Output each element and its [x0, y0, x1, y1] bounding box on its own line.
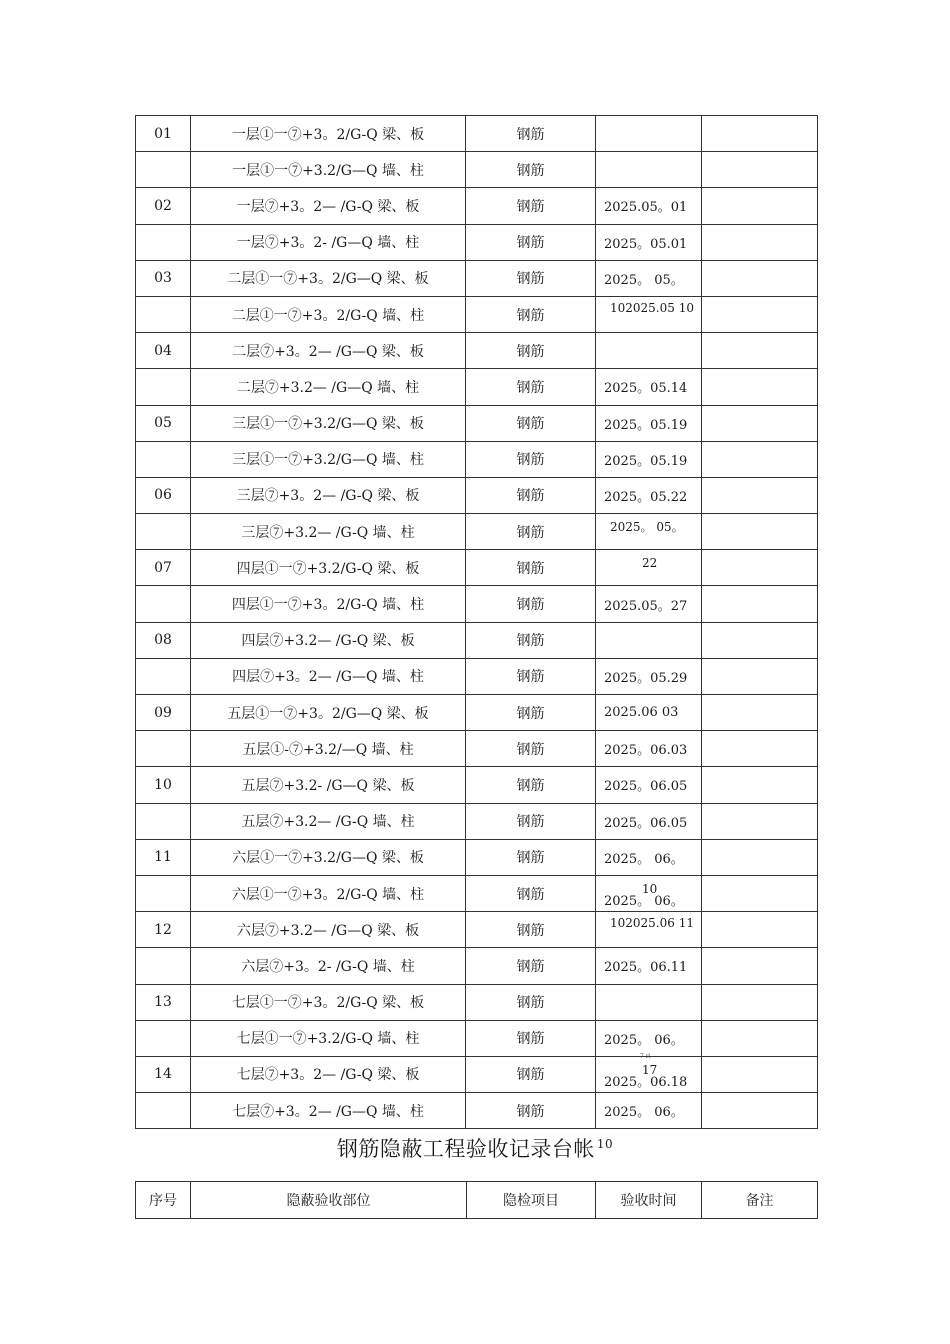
row-number [136, 369, 191, 405]
table-row [136, 875, 818, 911]
table-row [136, 333, 818, 369]
row-item: 钢筋 [466, 188, 596, 224]
page-title-text: 钢筋隐蔽工程验收记录台帐 [336, 1137, 595, 1161]
row-location: 三层①一⑦+3.2/G—Q 梁、板 [191, 405, 466, 441]
row-item: 钢筋 [466, 767, 596, 803]
row-date [596, 1052, 702, 1092]
row-note [702, 369, 818, 405]
table-row [136, 839, 818, 875]
page-title-superscript: 10 [596, 1137, 614, 1151]
row-location: 四层⑦+3.2— /G-Q 梁、板 [191, 622, 466, 658]
row-number: 02 [136, 188, 191, 224]
row-location: 四层①一⑦+3.2/G-Q 梁、板 [191, 550, 466, 586]
row-date [596, 333, 702, 369]
row-date-bottom: 2025。06.18 [604, 1075, 688, 1091]
row-item: 钢筋 [466, 622, 596, 658]
table-row [136, 369, 818, 405]
row-location: 三层⑦+3.2— /G-Q 墙、柱 [191, 514, 466, 550]
row-note [702, 550, 818, 586]
table-row [136, 116, 818, 152]
table-row [136, 477, 818, 513]
row-note [702, 188, 818, 224]
row-date-mid: 22 [642, 556, 658, 571]
row-item: 钢筋 [466, 658, 596, 694]
row-number [136, 803, 191, 839]
row-note [702, 441, 818, 477]
row-note [702, 296, 818, 332]
row-date [596, 116, 702, 152]
page-title [0, 1133, 950, 1163]
row-note [702, 405, 818, 441]
row-item: 钢筋 [466, 1093, 596, 1129]
row-note [702, 695, 818, 731]
row-item: 钢筋 [466, 514, 596, 550]
row-item: 钢筋 [466, 875, 596, 911]
row-date: 2025。 06。 [596, 1093, 702, 1129]
row-location: 五层⑦+3.2- /G—Q 梁、板 [191, 767, 466, 803]
row-date [596, 514, 702, 550]
table-row [136, 622, 818, 658]
row-location: 六层⑦+3.2— /G—Q 梁、板 [191, 912, 466, 948]
row-item: 钢筋 [466, 839, 596, 875]
row-location: 二层⑦+3。2— /G—Q 梁、板 [191, 333, 466, 369]
row-item: 钢筋 [466, 152, 596, 188]
table-row [136, 803, 818, 839]
row-location: 七层①一⑦+3.2/G-Q 墙、柱 [191, 1020, 466, 1056]
row-note [702, 731, 818, 767]
header-item: 隐检项目 [467, 1182, 596, 1219]
row-location: 一层⑦+3。2- /G—Q 墙、柱 [191, 224, 466, 260]
row-number: 12 [136, 912, 191, 948]
row-location: 五层①一⑦+3。2/G—Q 梁、板 [191, 695, 466, 731]
row-date [596, 550, 702, 586]
row-number: 10 [136, 767, 191, 803]
header-location: 隐蔽验收部位 [191, 1182, 467, 1219]
row-note [702, 658, 818, 694]
row-note [702, 333, 818, 369]
row-date: 2025。05.14 [596, 369, 702, 405]
row-note [702, 1093, 818, 1129]
row-date: 2025。05.29 [596, 658, 702, 694]
header-no: 序号 [136, 1182, 191, 1219]
row-date [596, 912, 702, 948]
row-number [136, 875, 191, 911]
row-location: 三层⑦+3。2— /G-Q 梁、板 [191, 477, 466, 513]
row-location: 一层⑦+3。2— /G-Q 梁、板 [191, 188, 466, 224]
row-date-top: 2025。 05。 [610, 520, 684, 535]
header-note: 备注 [702, 1182, 818, 1219]
row-note [702, 1020, 818, 1056]
row-date [596, 296, 702, 332]
row-date-bottom: 2025。 06。 [604, 894, 684, 910]
row-location: 五层⑦+3.2— /G-Q 墙、柱 [191, 803, 466, 839]
row-location: 五层①-⑦+3.2/—Q 墙、柱 [191, 731, 466, 767]
row-number [136, 514, 191, 550]
row-item: 钢筋 [466, 731, 596, 767]
row-note [702, 224, 818, 260]
table-row [136, 1093, 818, 1129]
row-location: 六层⑦+3。2- /G-Q 墙、柱 [191, 948, 466, 984]
row-date-top: 102025.06 11 [610, 916, 694, 931]
row-note [702, 875, 818, 911]
table-row [136, 550, 818, 586]
row-note [702, 152, 818, 188]
row-item: 钢筋 [466, 441, 596, 477]
acceptance-table [135, 115, 818, 1129]
row-number: 08 [136, 622, 191, 658]
table-row [136, 405, 818, 441]
table-row [136, 912, 818, 948]
row-date: 2025。 06。 [596, 1020, 702, 1056]
row-location: 二层⑦+3.2— /G—Q 墙、柱 [191, 369, 466, 405]
row-number: 14 [136, 1056, 191, 1092]
row-number: 09 [136, 695, 191, 731]
row-item: 钢筋 [466, 477, 596, 513]
row-date [596, 152, 702, 188]
row-date: 2025。05.22 [596, 477, 702, 513]
row-location: 六层①一⑦+3。2/G-Q 墙、柱 [191, 875, 466, 911]
row-number: 01 [136, 116, 191, 152]
row-date-top: 102025.05 10 [610, 300, 694, 315]
row-note [702, 514, 818, 550]
row-item: 钢筋 [466, 803, 596, 839]
row-item: 钢筋 [466, 912, 596, 948]
row-note [702, 1056, 818, 1092]
row-number: 13 [136, 984, 191, 1020]
row-note [702, 622, 818, 658]
row-note [702, 984, 818, 1020]
row-item: 钢筋 [466, 296, 596, 332]
row-date: 2025。 05。 [596, 260, 702, 296]
row-note [702, 767, 818, 803]
row-note [702, 948, 818, 984]
row-location: 一层①一⑦+3.2/G—Q 墙、柱 [191, 152, 466, 188]
row-item: 钢筋 [466, 948, 596, 984]
row-note [702, 477, 818, 513]
table-row [136, 441, 818, 477]
row-number: 11 [136, 839, 191, 875]
row-date [596, 622, 702, 658]
row-location: 七层①一⑦+3。2/G-Q 梁、板 [191, 984, 466, 1020]
table-row [136, 1056, 818, 1092]
table-row [136, 514, 818, 550]
row-number [136, 948, 191, 984]
table-row [136, 586, 818, 622]
row-note [702, 116, 818, 152]
row-number [136, 296, 191, 332]
row-number: 06 [136, 477, 191, 513]
row-item: 钢筋 [466, 405, 596, 441]
row-note [702, 586, 818, 622]
row-date [596, 875, 702, 911]
row-date: 2025。05.01 [596, 224, 702, 260]
table-row [136, 296, 818, 332]
row-note [702, 260, 818, 296]
table-row [136, 948, 818, 984]
row-number [136, 1093, 191, 1129]
row-date: 2025。06.05 [596, 767, 702, 803]
row-date-mid: 10 [642, 881, 658, 896]
row-note [702, 839, 818, 875]
table-row [136, 1020, 818, 1056]
row-number [136, 586, 191, 622]
row-location: 六层①一⑦+3.2/G—Q 梁、板 [191, 839, 466, 875]
table-row [136, 188, 818, 224]
row-note [702, 803, 818, 839]
table-row [136, 152, 818, 188]
row-item: 钢筋 [466, 260, 596, 296]
row-date: 2025。05.19 [596, 441, 702, 477]
row-location: 二层①一⑦+3。2/G-Q 墙、柱 [191, 296, 466, 332]
row-number [136, 1020, 191, 1056]
row-location: 七层⑦+3。2— /G—Q 墙、柱 [191, 1093, 466, 1129]
row-item: 钢筋 [466, 1020, 596, 1056]
table-header [135, 1181, 818, 1219]
row-location: 二层①一⑦+3。2/G—Q 梁、板 [191, 260, 466, 296]
row-item: 钢筋 [466, 984, 596, 1020]
table-row [136, 658, 818, 694]
row-item: 钢筋 [466, 224, 596, 260]
row-item: 钢筋 [466, 695, 596, 731]
row-date-mid: 17 [642, 1062, 658, 1077]
row-number: 05 [136, 405, 191, 441]
acceptance-table-body [136, 116, 818, 1129]
header-time: 验收时间 [596, 1182, 702, 1219]
row-date: 2025.05。01 [596, 188, 702, 224]
row-number: 04 [136, 333, 191, 369]
row-location: 四层①一⑦+3。2/G-Q 墙、柱 [191, 586, 466, 622]
row-number [136, 224, 191, 260]
row-number [136, 731, 191, 767]
row-item: 钢筋 [466, 1056, 596, 1092]
row-note [702, 912, 818, 948]
header-row [136, 1182, 818, 1219]
row-date: 2025.06 03 [596, 695, 702, 731]
row-location: 一层①一⑦+3。2/G-Q 梁、板 [191, 116, 466, 152]
row-location: 三层①一⑦+3.2/G—Q 墙、柱 [191, 441, 466, 477]
table-row [136, 224, 818, 260]
row-date: 2025。05.19 [596, 405, 702, 441]
row-date: 2025.05。27 [596, 586, 702, 622]
row-item: 钢筋 [466, 550, 596, 586]
table-row [136, 984, 818, 1020]
row-date: 2025。06.05 [596, 803, 702, 839]
table-row [136, 260, 818, 296]
row-item: 钢筋 [466, 116, 596, 152]
table-row [136, 767, 818, 803]
row-number [136, 658, 191, 694]
row-number: 07 [136, 550, 191, 586]
row-location: 七层⑦+3。2— /G-Q 梁、板 [191, 1056, 466, 1092]
row-date: 2025。06.11 [596, 948, 702, 984]
row-item: 钢筋 [466, 369, 596, 405]
row-item: 钢筋 [466, 586, 596, 622]
row-date: 2025。06.03 [596, 731, 702, 767]
row-location: 四层⑦+3。2— /G—Q 墙、柱 [191, 658, 466, 694]
row-date [596, 984, 702, 1020]
row-date-mark: 7 ri [640, 1052, 651, 1060]
row-date: 2025。 06。 [596, 839, 702, 875]
table-row [136, 731, 818, 767]
row-number [136, 441, 191, 477]
row-number: 03 [136, 260, 191, 296]
table-row [136, 695, 818, 731]
row-item: 钢筋 [466, 333, 596, 369]
row-number [136, 152, 191, 188]
